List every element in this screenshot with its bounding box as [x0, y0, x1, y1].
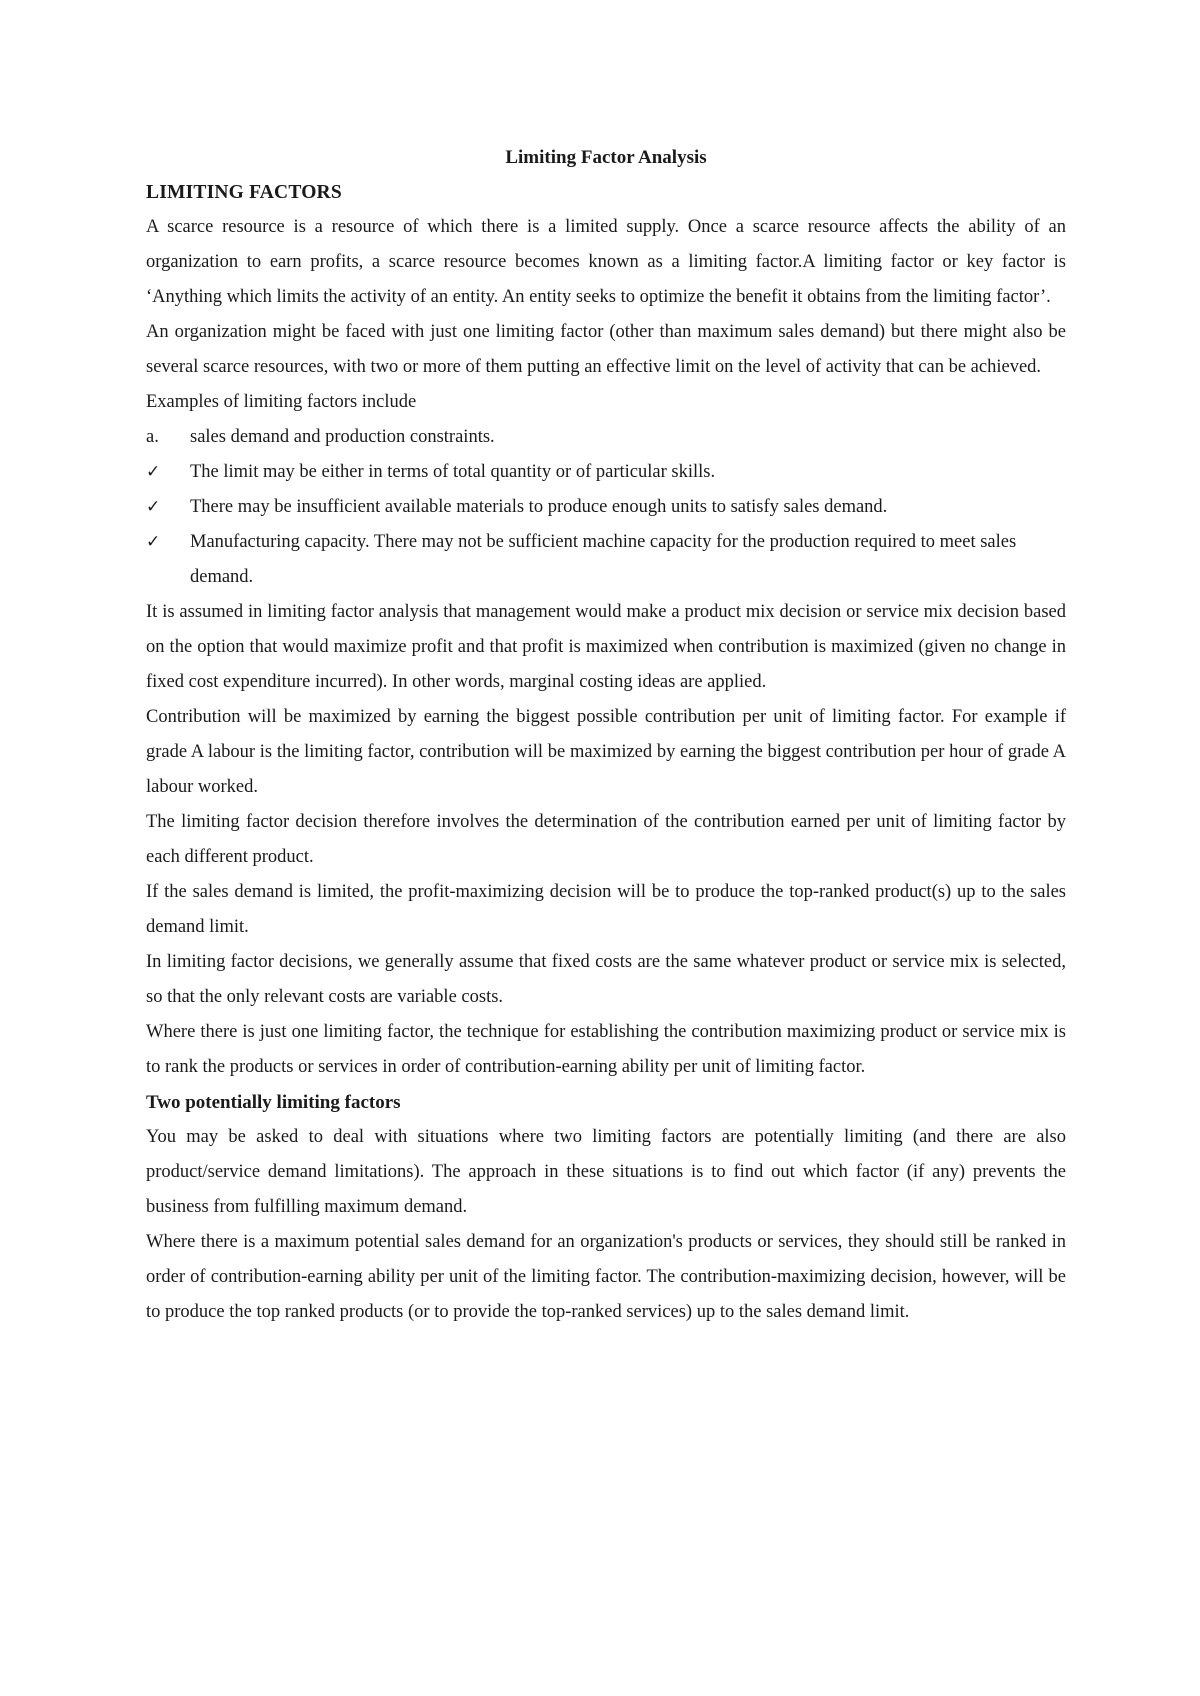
list-item — [146, 455, 1066, 490]
list-item-text: Manufacturing capacity. There may not be sufficient machine capacity for the production required to meet sales demand. — [190, 532, 1017, 587]
paragraph-fixed-costs: In limiting factor decisions, we generally assume that fixed costs are the same whatever product or service mix is selected, so that the only relevant costs are variable costs. — [146, 952, 1066, 1007]
checkmark-icon: ✓ — [146, 497, 161, 517]
paragraph-two-factors-approach: You may be asked to deal with situations where two limiting factors are potentially limiting (and there are also product/service demand limitations). The approach in these situations is to find out which factor (if any) prevents the business from fulfilling maximum demand. — [146, 1127, 1066, 1217]
list-item — [146, 525, 1066, 595]
paragraph-product-mix: It is assumed in limiting factor analysis that management would make a product mix decision or service mix decision based on the option that would maximize profit and that profit is maximized when contribution is maximized (given no change in fixed cost expenditure incurred). In other words, marginal costing ideas are applied. — [146, 602, 1066, 692]
checkmark-icon: ✓ — [146, 462, 161, 482]
list-item-text: sales demand and production constraints. — [190, 427, 495, 447]
section-heading-two-limiting-factors: Two potentially limiting factors — [146, 1092, 401, 1113]
paragraph-organization-limits: An organization might be faced with just one limiting factor (other than maximum sales demand) but there might also be several scarce resources, with two or more of them putting an effective limit on the level of activity that can be achieved. — [146, 322, 1066, 377]
list-item — [146, 420, 1066, 455]
paragraph-scarce-resource: A scarce resource is a resource of which there is a limited supply. Once a scarce resource affects the ability of an organization to earn profits, a scarce resource becomes known as a limiting factor.A limiting factor or key factor is ‘Anything which limits the activity of an entity. An entity seeks to optimize the benefit it obtains from the limiting factor’. — [146, 217, 1066, 307]
document-body — [146, 140, 1066, 1330]
section-heading-limiting-factors: LIMITING FACTORS — [146, 182, 342, 203]
list-item-text: The limit may be either in terms of total quantity or of particular skills. — [190, 462, 716, 482]
paragraph-ranking-technique: Where there is just one limiting factor, the technique for establishing the contribution maximizing product or service mix is to rank the products or services in order of contribution-earning ability per unit of limiting factor. — [146, 1022, 1066, 1077]
paragraph-sales-demand-limited: If the sales demand is limited, the profit-maximizing decision will be to produce the top-ranked product(s) up to the sales demand limit. — [146, 882, 1066, 937]
paragraph-contribution-maximized: Contribution will be maximized by earning the biggest possible contribution per unit of limiting factor. For example if grade A labour is the limiting factor, contribution will be maximized by earning the biggest contribution per hour of grade A labour worked. — [146, 707, 1066, 797]
checkmark-icon: ✓ — [146, 532, 161, 552]
page-title: Limiting Factor Analysis — [505, 147, 707, 168]
paragraph-examples-intro: Examples of limiting factors include — [146, 392, 417, 412]
list-marker-letter: a. — [146, 427, 159, 447]
list-item — [146, 490, 1066, 525]
paragraph-decision-determination: The limiting factor decision therefore involves the determination of the contribution earned per unit of limiting factor by each different product. — [146, 812, 1066, 867]
list-item-text: There may be insufficient available materials to produce enough units to satisfy sales demand. — [190, 497, 888, 517]
paragraph-maximum-sales-demand: Where there is a maximum potential sales demand for an organization's products or services, they should still be ranked in order of contribution-earning ability per unit of the limiting factor. The contribution-maximizing decision, however, will be to produce the top ranked products (or to provide the top-ranked services) up to the sales demand limit. — [146, 1232, 1066, 1322]
